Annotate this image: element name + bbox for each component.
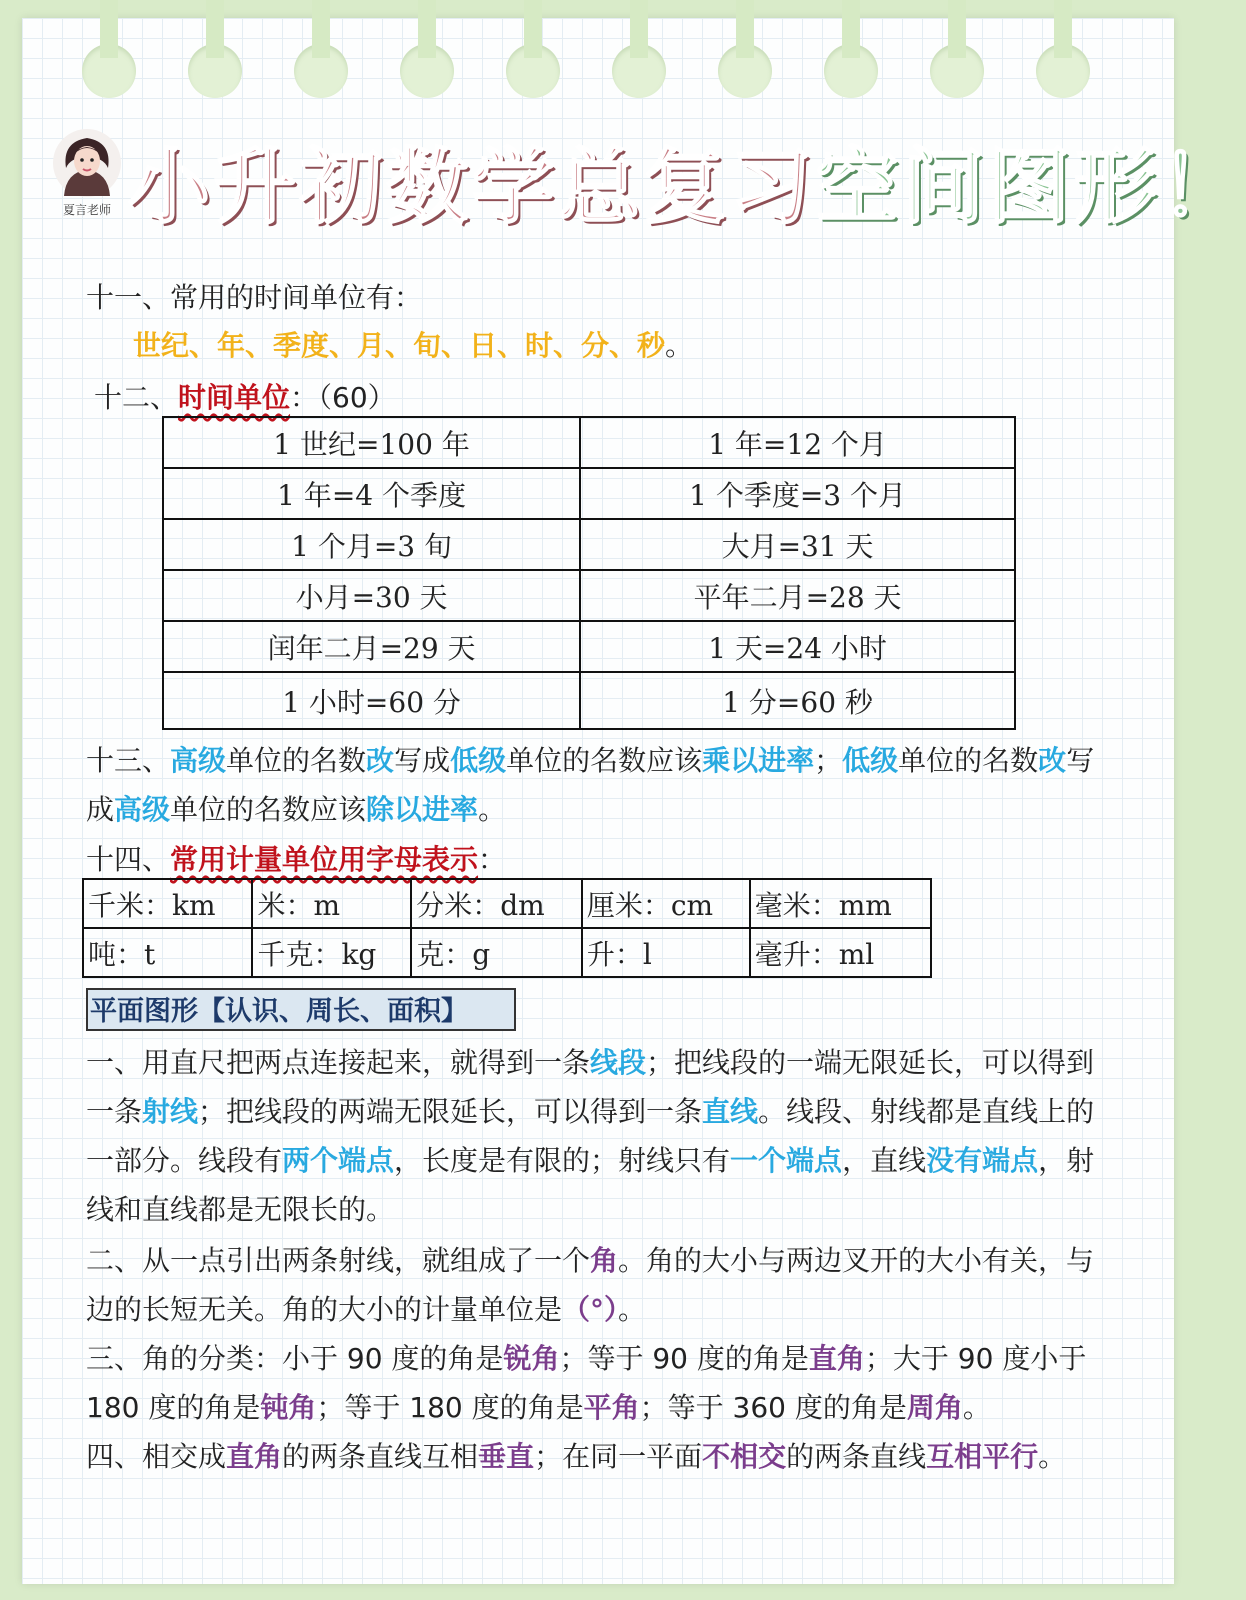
- text-span: ，长度是有限的；射线只有: [394, 1144, 731, 1177]
- ring-stem: [312, 0, 330, 58]
- unit-abbreviation-table: [82, 878, 932, 978]
- ring-stem: [948, 0, 966, 58]
- keyword: 两个端点: [282, 1144, 395, 1177]
- binder-ring: [400, 0, 454, 100]
- ring-stem: [418, 0, 436, 58]
- binder-ring: [824, 0, 878, 100]
- keyword: 角: [590, 1244, 619, 1277]
- keyword: 改: [1038, 744, 1067, 777]
- section-12-prefix: 十二、: [94, 381, 179, 414]
- keyword: 高级: [114, 793, 171, 826]
- keyword: 改: [366, 744, 395, 777]
- keyword: 互相平行: [926, 1440, 1039, 1473]
- ring-stem: [100, 0, 118, 58]
- table-row: [83, 928, 931, 977]
- keyword: 平角: [583, 1391, 640, 1424]
- text-span: 三、角的分类：小于 90 度的角是: [86, 1342, 504, 1375]
- time-unit-table: [162, 416, 1016, 730]
- title-part-1: 小升初数学总复习: [128, 140, 817, 235]
- table-cell: 1 天=24 小时: [580, 621, 1015, 672]
- table-cell: 毫米：mm: [750, 879, 931, 928]
- text-span: ，直线: [842, 1144, 927, 1177]
- avatar-caption: 夏言老师: [62, 203, 111, 217]
- section-14-suffix: ：: [478, 843, 507, 876]
- table-cell: 克：g: [411, 928, 582, 977]
- text-span: 四、相交成: [86, 1440, 227, 1473]
- ring-stem: [1054, 0, 1072, 58]
- keyword: （°）: [562, 1293, 619, 1326]
- text-span: 的两条直线互相: [282, 1440, 479, 1473]
- plane-point-1: [86, 1038, 1106, 1234]
- text-span: 十三、: [86, 744, 171, 777]
- text-span: 单位的名数: [898, 744, 1039, 777]
- keyword: 乘以进率: [702, 744, 815, 777]
- table-row: [163, 468, 1015, 519]
- table-cell: 1 个月=3 旬: [163, 519, 580, 570]
- table-cell: 厘米：cm: [582, 879, 750, 928]
- table-cell: 毫升：ml: [750, 928, 931, 977]
- text-span: ；把线段的一端无限延长，可以得到一条: [86, 1046, 1095, 1128]
- text-span: 写成: [394, 744, 451, 777]
- text-span: ，射线和直线都是无限长的。: [86, 1144, 1095, 1226]
- ring-stem: [736, 0, 754, 58]
- section-14-title: 常用计量单位用字母表示: [170, 843, 479, 876]
- table-cell: 1 世纪=100 年: [163, 417, 580, 468]
- section-12-title: 时间单位: [178, 381, 291, 414]
- text-span: 单位的名数应该: [506, 744, 703, 777]
- table-cell: 1 小时=60 分: [163, 672, 580, 729]
- text-span: 。: [618, 1293, 647, 1326]
- binder-ring: [930, 0, 984, 100]
- section-14-heading: [86, 838, 506, 878]
- text-span: 。: [962, 1391, 991, 1424]
- plane-point-3: [86, 1334, 1106, 1432]
- text-span: 。线段、射线都是直线上的一部分。线段有: [86, 1095, 1095, 1177]
- keyword: 直角: [808, 1342, 865, 1375]
- keyword: 直线: [702, 1095, 759, 1128]
- text-span: ；把线段的两端无限延长，可以得到一条: [198, 1095, 703, 1128]
- keyword: 不相交: [702, 1440, 787, 1473]
- page-title: [128, 122, 1246, 239]
- text-span: ；等于 90 度的角是: [559, 1342, 809, 1375]
- section-12-heading: [94, 376, 396, 416]
- table-row: [163, 672, 1015, 729]
- table-cell: 千克：kg: [252, 928, 411, 977]
- binder-ring: [612, 0, 666, 100]
- table-row: [163, 417, 1015, 468]
- keyword: 锐角: [503, 1342, 560, 1375]
- teacher-avatar: [52, 128, 122, 198]
- table-cell: 平年二月=28 天: [580, 570, 1015, 621]
- table-cell: 1 分=60 秒: [580, 672, 1015, 729]
- text-span: 写成: [86, 744, 1095, 826]
- text-span: 。: [1038, 1440, 1067, 1473]
- title-part-2: 空间图形！: [816, 140, 1246, 235]
- keyword: 垂直: [478, 1440, 535, 1473]
- binder-ring: [294, 0, 348, 100]
- text-span: 单位的名数应该: [170, 793, 367, 826]
- text-span: 单位的名数: [226, 744, 367, 777]
- binder-ring: [718, 0, 772, 100]
- text-span: 。: [478, 793, 507, 826]
- table-row: [163, 519, 1015, 570]
- text-span: 一、用直尺把两点连接起来，就得到一条: [86, 1046, 591, 1079]
- ring-stem: [206, 0, 224, 58]
- keyword: 低级: [842, 744, 899, 777]
- text-span: ；: [814, 744, 843, 777]
- table-cell: 1 年=4 个季度: [163, 468, 580, 519]
- keyword: 线段: [590, 1046, 647, 1079]
- table-cell: 吨：t: [83, 928, 252, 977]
- binder-ring: [188, 0, 242, 100]
- text-span: ；在同一平面: [534, 1440, 703, 1473]
- keyword: 高级: [170, 744, 227, 777]
- time-units-list: 世纪、年、季度、月、旬、日、时、分、秒: [133, 329, 666, 362]
- table-cell: 1 个季度=3 个月: [580, 468, 1015, 519]
- table-cell: 升：l: [582, 928, 750, 977]
- table-cell: 米：m: [252, 879, 411, 928]
- text-span: 。角的大小与两边叉开的大小有关，与边的长短无关。角的大小的计量单位是: [86, 1244, 1095, 1326]
- plane-figures-box: 平面图形【认识、周长、面积】: [86, 988, 516, 1031]
- table-row: [83, 879, 931, 928]
- text-span: ；等于 180 度的角是: [316, 1391, 584, 1424]
- keyword: 除以进率: [366, 793, 479, 826]
- section-11-heading: 十一、常用的时间单位有：: [86, 281, 423, 314]
- text-span: 的两条直线: [786, 1440, 927, 1473]
- section-14-prefix: 十四、: [86, 843, 171, 876]
- ring-stem: [630, 0, 648, 58]
- table-cell: 分米：dm: [411, 879, 582, 928]
- keyword: 没有端点: [926, 1144, 1039, 1177]
- section-13-text: [86, 736, 1106, 834]
- ring-stem: [842, 0, 860, 58]
- text-span: 二、从一点引出两条射线，就组成了一个: [86, 1244, 591, 1277]
- section-11-end: 。: [665, 329, 694, 362]
- plane-point-4: [86, 1432, 1106, 1481]
- keyword: 周角: [906, 1391, 963, 1424]
- keyword: 直角: [226, 1440, 283, 1473]
- table-cell: 大月=31 天: [580, 519, 1015, 570]
- table-cell: 闰年二月=29 天: [163, 621, 580, 672]
- binder-ring: [506, 0, 560, 100]
- text-span: ；等于 360 度的角是: [639, 1391, 907, 1424]
- table-cell: 1 年=12 个月: [580, 417, 1015, 468]
- table-row: [163, 570, 1015, 621]
- plane-point-2: [86, 1236, 1106, 1334]
- keyword: 一个端点: [730, 1144, 843, 1177]
- table-row: [163, 621, 1015, 672]
- table-cell: 小月=30 天: [163, 570, 580, 621]
- text-span: ；大于 90 度小于 180 度的角是: [86, 1342, 1087, 1424]
- keyword: 低级: [450, 744, 507, 777]
- keyword: 钝角: [260, 1391, 317, 1424]
- keyword: 射线: [142, 1095, 199, 1128]
- section-12-suffix: ：（60）: [290, 381, 396, 414]
- ring-stem: [524, 0, 542, 58]
- binder-ring: [82, 0, 136, 100]
- section-11-units: [133, 324, 693, 364]
- binder-ring: [1036, 0, 1090, 100]
- table-cell: 千米：km: [83, 879, 252, 928]
